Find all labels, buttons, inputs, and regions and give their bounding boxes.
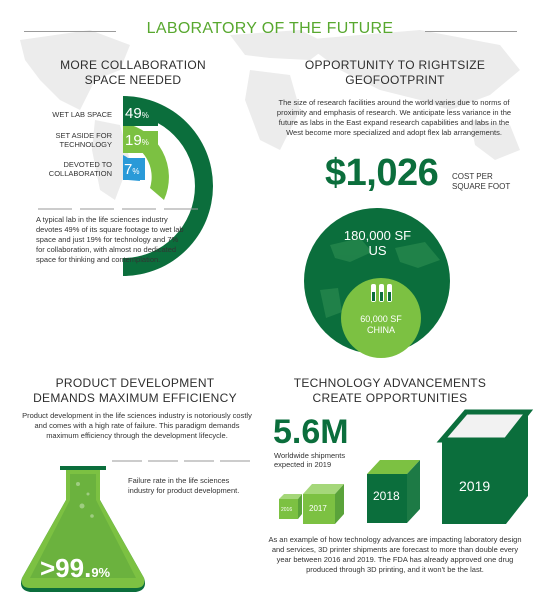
cost-label: COST PER SQUARE FOOT	[452, 172, 511, 191]
tech-heading-line1: TECHNOLOGY ADVANCEMENTS	[293, 376, 487, 390]
product-heading-line1: PRODUCT DEVELOPMENT	[55, 376, 215, 390]
cube-label-2016: 2016	[281, 507, 293, 513]
geo-heading-line1: OPPORTUNITY TO RIGHTSIZE	[304, 58, 486, 72]
product-body: Product development in the life sciences industry is notoriously costly and comes with a high rate of failure. This paradigm demands maximum efficiency through the development lifecycle.	[22, 411, 252, 440]
tech-heading-line2: CREATE OPPORTUNITIES	[312, 391, 468, 405]
failure-rate: >99.9%	[40, 553, 111, 583]
shipments-value: 5.6M	[273, 413, 349, 451]
label-technology: SET ASIDE FOR TECHNOLOGY	[55, 131, 112, 149]
cube-label-2019: 2019	[459, 478, 491, 494]
cube-label-2017: 2017	[309, 504, 327, 513]
product-heading-line2: DEMANDS MAXIMUM EFFICIENCY	[33, 391, 237, 405]
pct-wet-lab: 49%	[125, 105, 149, 122]
label-collaboration: DEVOTED TO COLLABORATION	[48, 160, 112, 178]
cost-value: $1,026	[325, 152, 439, 194]
collab-body: A typical lab in the life sciences industry devotes 49% of its square footage to wet lab space and just 19% for technology and 7% for collaboration, with almost no dedicated space for thinking and contemplation.	[36, 215, 184, 264]
geo-heading-line2: GEOFOOTPRINT	[345, 73, 445, 87]
cube-label-2018: 2018	[373, 489, 400, 503]
shipments-label: Worldwide shipments expected in 2019	[274, 451, 346, 469]
page-title: LABORATORY OF THE FUTURE	[146, 20, 394, 37]
china-label: 60,000 SF CHINA	[360, 314, 402, 335]
pct-collaboration: 7%	[124, 161, 140, 178]
geo-body: The size of research facilities around the world varies due to norms of proximity and emphasis of research. We anticipate less variance in the future as labs in the East expand research capabilities and labs in the West become more specialized and adopt flex lab arrangements.	[276, 98, 512, 137]
collab-heading-line2: SPACE NEEDED	[84, 73, 182, 87]
label-wet-lab: WET LAB SPACE	[52, 110, 112, 119]
collab-heading-line1: MORE COLLABORATION	[60, 58, 206, 72]
tech-body: As an example of how technology advances are impacting laboratory design and services, 3D printer shipments are forecast to more than double every year between 2016 and 2019. The FDA has already approved one drug produced through 3D printing, and it won't be the last.	[268, 535, 522, 574]
pct-technology: 19%	[125, 132, 149, 149]
product-note: Failure rate in the life sciences industry for product development.	[128, 476, 240, 495]
us-label: 180,000 SF US	[343, 228, 412, 258]
cube-2019	[442, 412, 528, 524]
